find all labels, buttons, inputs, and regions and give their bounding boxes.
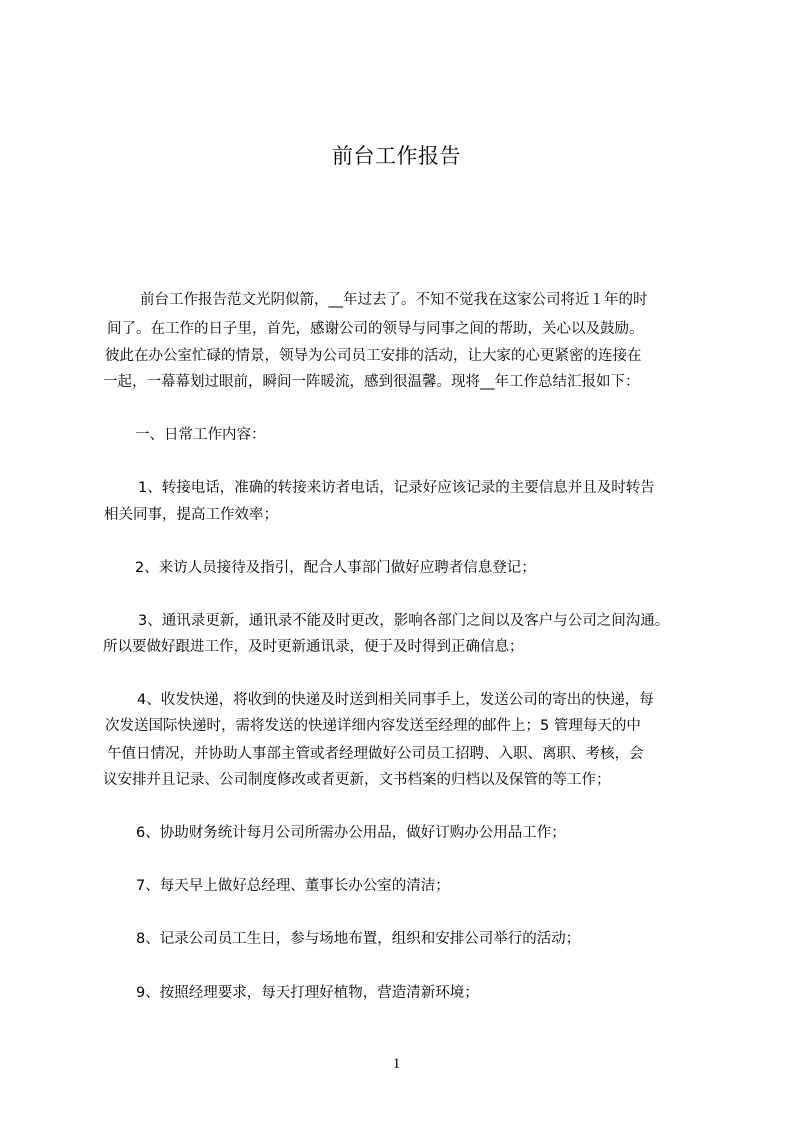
item-3-line-2: 所以要做好跟进工作，及时更新通讯录，便于及时得到正确信息；	[103, 639, 524, 655]
document-title: 前台工作报告	[332, 144, 461, 168]
item-4-line-2: 次发送国际快递时，需将发送的快递详细内容发送至经理的邮件上；5 管理每天的中	[105, 718, 641, 734]
page-number: 1	[392, 1056, 401, 1072]
intro-line-1: 前台工作报告范文光阴似箭，__年过去了。不知不觉我在这家公司将近１年的时	[140, 292, 648, 308]
item-4-line-4: 议安排并且记录、公司制度修改或者更新，文书档案的归档以及保管的等工作；	[103, 772, 611, 788]
item-4-line-1: 4、收发快递，将收到的快递及时送到相关同事手上，发送公司的寄出的快递，每	[137, 692, 654, 708]
item-3-line-1: 3、通讯录更新，通讯录不能及时更改，影响各部门之间以及客户与公司之间沟通。	[138, 613, 670, 629]
section-heading: 一、日常工作内容：	[135, 427, 266, 443]
item-8-line-1: 8、记录公司员工生日，参与场地布置，组织和安排公司举行的活动；	[136, 931, 581, 947]
item-4-line-3: 午值日情况，并协助人事部主管或者经理做好公司员工招聘、入职、离职、考核，会	[107, 746, 644, 762]
intro-line-4: 一起，一幕幕划过眼前，瞬间一阵暖流，感到很温馨。现将__年工作总结汇报如下：	[103, 374, 640, 390]
item-9-line-1: 9、按照经理要求，每天打理好植物，营造清新环境；	[136, 985, 479, 1001]
item-7-line-1: 7、每天早上做好总经理、董事长办公室的清洁；	[136, 878, 450, 894]
item-1-line-1: 1、转接电话，准确的转接来访者电话，记录好应该记录的主要信息并且及时转告	[138, 480, 655, 496]
intro-line-3: 彼此在办公室忙碌的情景，领导为公司员工安排的活动，让大家的心更紧密的连接在	[105, 348, 642, 364]
intro-line-2: 间了。在工作的日子里，首先，感谢公司的领导与同事之间的帮助，关心以及鼓励。	[107, 321, 644, 337]
item-6-line-1: 6、协助财务统计每月公司所需办公用品，做好订购办公用品工作；	[136, 825, 566, 841]
item-1-line-2: 相关同事，提高工作效率；	[104, 507, 278, 523]
item-2-line-1: 2、来访人员接待及指引，配合人事部门做好应聘者信息登记；	[135, 560, 536, 576]
